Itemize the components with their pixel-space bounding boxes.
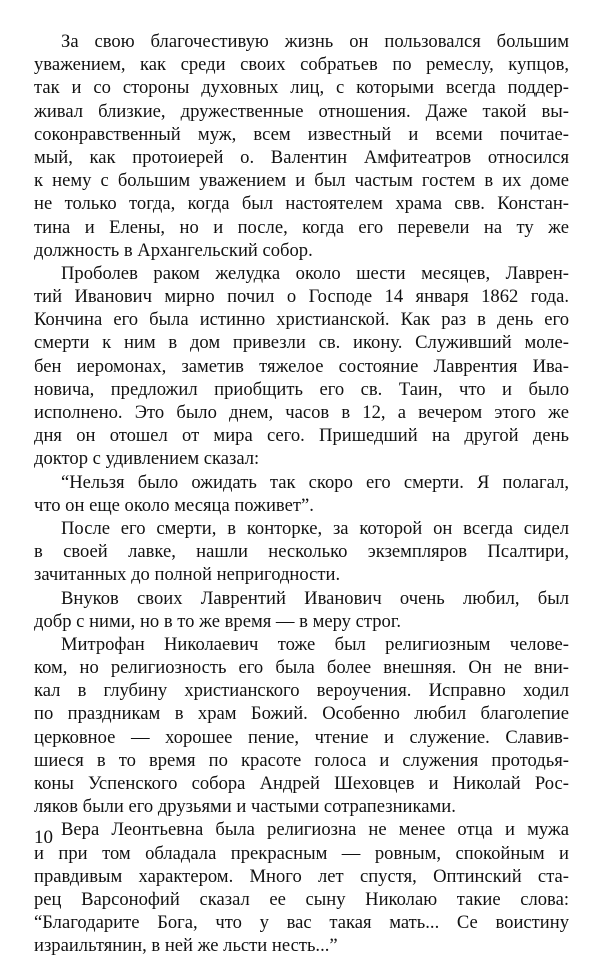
paragraph: [34, 633, 569, 819]
text-line: новича, предложил приобщить его св. Таин, что и было: [34, 378, 569, 400]
text-line: коны Успенского собора Андрей Шеховцев и Николай Рос-: [34, 773, 569, 794]
text-line: исполнено. Это было днем, часов в 12, а вечером этого же: [34, 402, 569, 423]
paragraph: [34, 30, 569, 262]
quote-paragraph: [34, 471, 569, 517]
text-line: За свою благочестивую жизнь он пользовался большим: [61, 31, 569, 52]
text-line: по праздникам в храм Божий. Особенно любил благолепие: [34, 703, 569, 725]
text-line: уважением, как среди своих собратьев по ремеслу, купцов,: [34, 54, 569, 76]
text-line: должность в Архангельский собор.: [34, 239, 313, 261]
text-line: “Нельзя было ожидать так скоро его смерти. Я полагал,: [61, 471, 569, 493]
paragraph: [34, 517, 569, 587]
text-line: ляков были его друзьями и частыми сотрапезниками.: [34, 796, 456, 818]
book-page-text: [34, 30, 569, 958]
text-line: Проболев раком желудка около шести месяцев, Лаврен-: [61, 262, 569, 284]
paragraph: [34, 262, 569, 471]
page-number: 10: [34, 827, 53, 848]
paragraph: [34, 587, 569, 633]
text-line: правдивым характером. Много лет спустя, Оптинский ста-: [34, 865, 569, 887]
text-line: израильтянин, в ней же льсти несть...”: [34, 935, 338, 957]
text-line: Митрофан Николаевич тоже был религиозным челове-: [61, 633, 569, 655]
text-line: Внуков своих Лаврентий Иванович очень любил, был: [61, 587, 569, 609]
text-line: дня он отошел от мира сего. Пришедший на другой день: [34, 425, 569, 447]
text-line: бен иеромонах, заметив тяжелое состояние Лаврентия Ива-: [34, 355, 569, 377]
text-line: тина и Елены, но и после, когда его перевели на ту же: [34, 216, 569, 238]
text-line: что он еще около месяца поживет”.: [34, 494, 314, 516]
text-line: так и со стороны духовных лиц, с которыми всегда поддер-: [34, 77, 569, 99]
text-line: живал близкие, дружественные отношения. Даже такой вы-: [34, 100, 569, 122]
text-line: смерти к ним в дом привезли св. икону. Служивший моле-: [34, 332, 569, 354]
text-line: тий Иванович мирно почил о Господе 14 января 1862 года.: [34, 286, 569, 308]
text-line: соконравственный муж, всем известный и всеми почитае-: [34, 123, 569, 145]
text-line: “Благодарите Бога, что у вас такая мать... Се воистину: [34, 912, 569, 934]
text-line: зачитанных до полной непригодности.: [34, 564, 341, 586]
text-line: Вера Леонтьевна была религиозна не менее отца и мужа: [61, 819, 569, 841]
text-line: рец Варсонофий сказал ее сыну Николаю такие слова:: [34, 888, 569, 910]
text-line: и при том обладала прекрасным — ровным, спокойным и: [34, 842, 569, 864]
text-line: Кончина его была истинно христианской. Как раз в день его: [34, 309, 569, 331]
text-line: церковное — хорошее пение, чтение и служение. Славив-: [34, 726, 569, 748]
text-line: добр с ними, но в то же время — в меру строг.: [34, 610, 401, 632]
text-line: к нему с большим уважением и был частым гостем в их доме: [34, 170, 569, 192]
paragraph: [34, 818, 569, 957]
text-line: ком, но религиозность его была более внешняя. Он не вни-: [34, 657, 569, 679]
text-line: шиеся в то время по красоте голоса и служения протодья-: [34, 749, 569, 771]
text-line: в своей лавке, нашли несколько экземпляров Псалтири,: [34, 541, 569, 563]
text-line: не только тогда, когда был настоятелем храма свв. Констан-: [34, 193, 569, 215]
text-line: После его смерти, в конторке, за которой он всегда сидел: [61, 517, 569, 539]
text-line: мый, как протоиерей о. Валентин Амфитеатров относился: [34, 146, 569, 168]
text-line: доктор с удивлением сказал:: [34, 448, 260, 470]
text-line: кал в глубину христианского вероучения. Исправно ходил: [34, 680, 569, 702]
